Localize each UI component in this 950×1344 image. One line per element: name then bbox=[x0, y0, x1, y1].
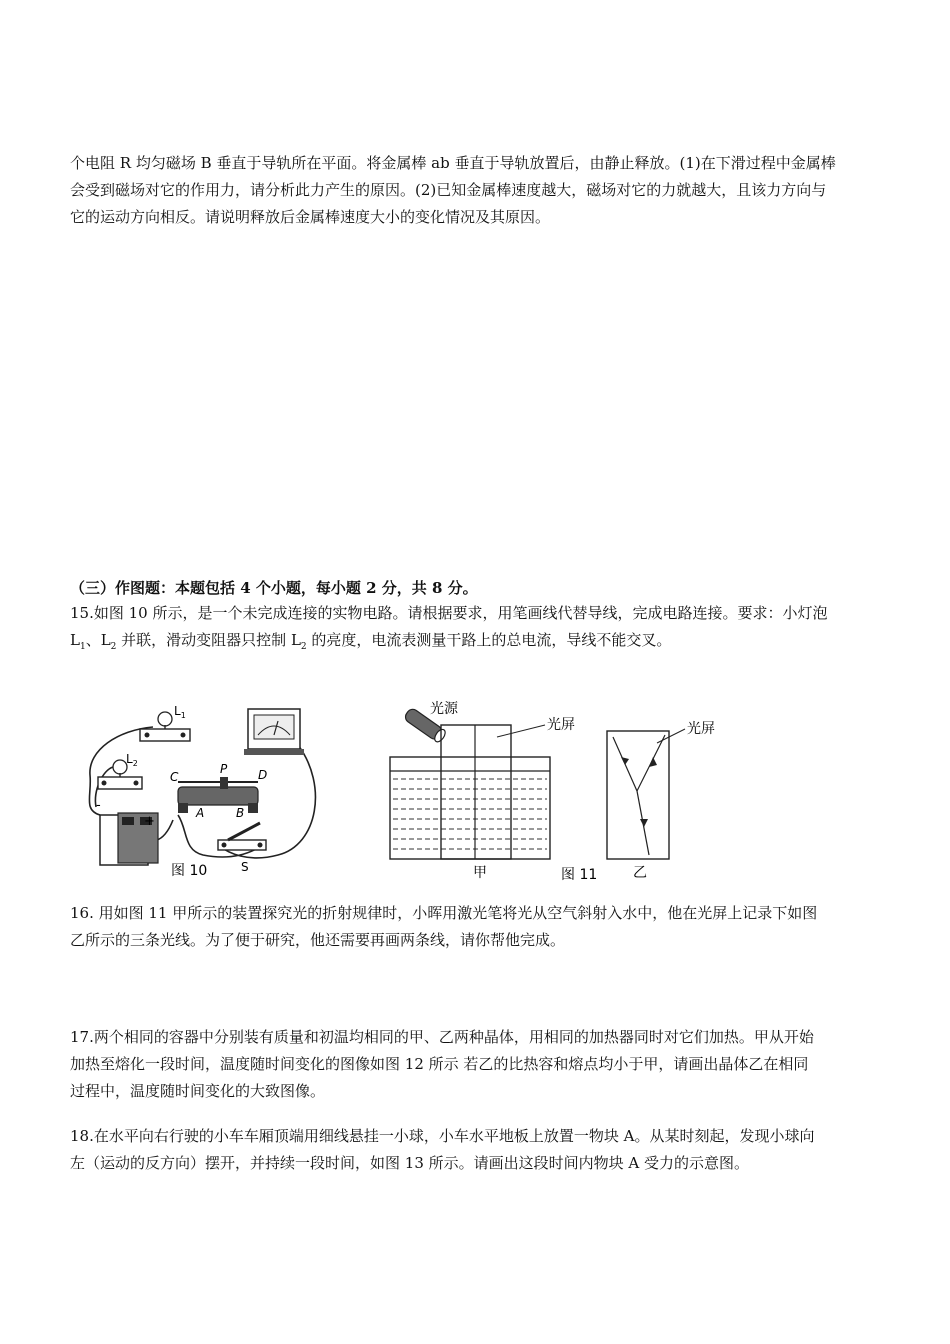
question-18-line-1: 18.在水平向右行驶的小车车厢顶端用细线悬挂一小球，小车水平地板上放置一物块 A。从某时刻起，发现小球向 bbox=[70, 1127, 815, 1145]
label-yi: 乙 bbox=[633, 865, 647, 881]
question-15-text bbox=[70, 600, 885, 661]
question-18-line-2: 左（运动的反方向）摆开，并持续一段时间，如图 13 所示。请画出这段时间内物块 A 受力的示意图。 bbox=[70, 1154, 749, 1172]
ammeter bbox=[244, 709, 304, 755]
figure-10-circuit bbox=[78, 695, 318, 885]
figure-11-refraction bbox=[385, 695, 740, 885]
label-screen-yi: 光屏 bbox=[687, 721, 715, 737]
switch bbox=[218, 823, 266, 850]
label-p: P bbox=[220, 762, 228, 776]
question-17-line-3: 过程中，温度随时间变化的大致图像。 bbox=[70, 1082, 326, 1100]
question-17-line-1: 17.两个相同的容器中分别装有质量和初温均相同的甲、乙两种晶体，用相同的加热器同时对它们加热。甲从开始 bbox=[70, 1028, 814, 1046]
question-15-line-1: 15.如图 10 所示，是一个未完成连接的实物电路。请根据要求，用笔画线代替导线，完成电路连接。要求：小灯泡 bbox=[70, 604, 828, 622]
label-b: B bbox=[236, 806, 245, 820]
label-c: C bbox=[170, 770, 179, 784]
question-14-line-2: 会受到磁场对它的作用力，请分析此力产生的原因。(2)已知金属棒速度越大，磁场对它的力就越大，且该力方向与 bbox=[70, 181, 827, 199]
label-l1: $L_1$ bbox=[174, 704, 186, 720]
label-jia: 甲 bbox=[473, 865, 487, 881]
battery-minus-sign: - bbox=[96, 798, 101, 813]
label-s: S bbox=[241, 860, 249, 874]
question-14-line-3: 它的运动方向相反。请说明释放后金属棒速度大小的变化情况及其原因。 bbox=[70, 208, 551, 226]
label-light-source: 光源 bbox=[430, 701, 458, 717]
rheostat bbox=[178, 777, 258, 813]
question-14-line-1: 个电阻 R 均匀磁场 B 垂直于导轨所在平面。将金属棒 ab 垂直于导轨放置后，由静止释放。(1)在下滑过程中金属棒 bbox=[70, 154, 836, 172]
figure-10-caption: 图 10 bbox=[171, 863, 208, 879]
water-tank bbox=[390, 757, 550, 859]
question-18-text bbox=[70, 1123, 885, 1177]
question-17-text bbox=[70, 1024, 885, 1105]
figure-11-caption: 图 11 bbox=[561, 867, 598, 883]
question-16-line-1: 16. 用如图 11 甲所示的装置探究光的折射规律时，小晖用激光笔将光从空气斜射入水中，他在光屏上记录下如图 bbox=[70, 904, 818, 922]
question-17-line-2: 加热至熔化一段时间，温度随时间变化的图像如图 12 所示 若乙的比热容和熔点均小于甲，请画出晶体乙在相同 bbox=[70, 1055, 809, 1073]
label-l2: $L_2$ bbox=[126, 752, 138, 768]
section-3-heading: （三）作图题：本题包括 4 个小题，每小题 2 分，共 8 分。 bbox=[70, 579, 478, 597]
label-d: D bbox=[258, 768, 268, 782]
label-screen-jia: 光屏 bbox=[547, 717, 575, 733]
question-14-text bbox=[70, 150, 885, 231]
question-15-line-2: $L_1$、$L_2$ 并联，滑动变阻器只控制 $L_2$ 的亮度，电流表测量干路上的总电流，导线不能交叉。 bbox=[70, 631, 672, 652]
label-a: A bbox=[196, 806, 205, 820]
question-16-line-2: 乙所示的三条光线。为了便于研究，他还需要再画两条线，请你帮他完成。 bbox=[70, 931, 566, 949]
question-16-text bbox=[70, 900, 885, 954]
battery-plus-sign: + bbox=[144, 814, 155, 829]
